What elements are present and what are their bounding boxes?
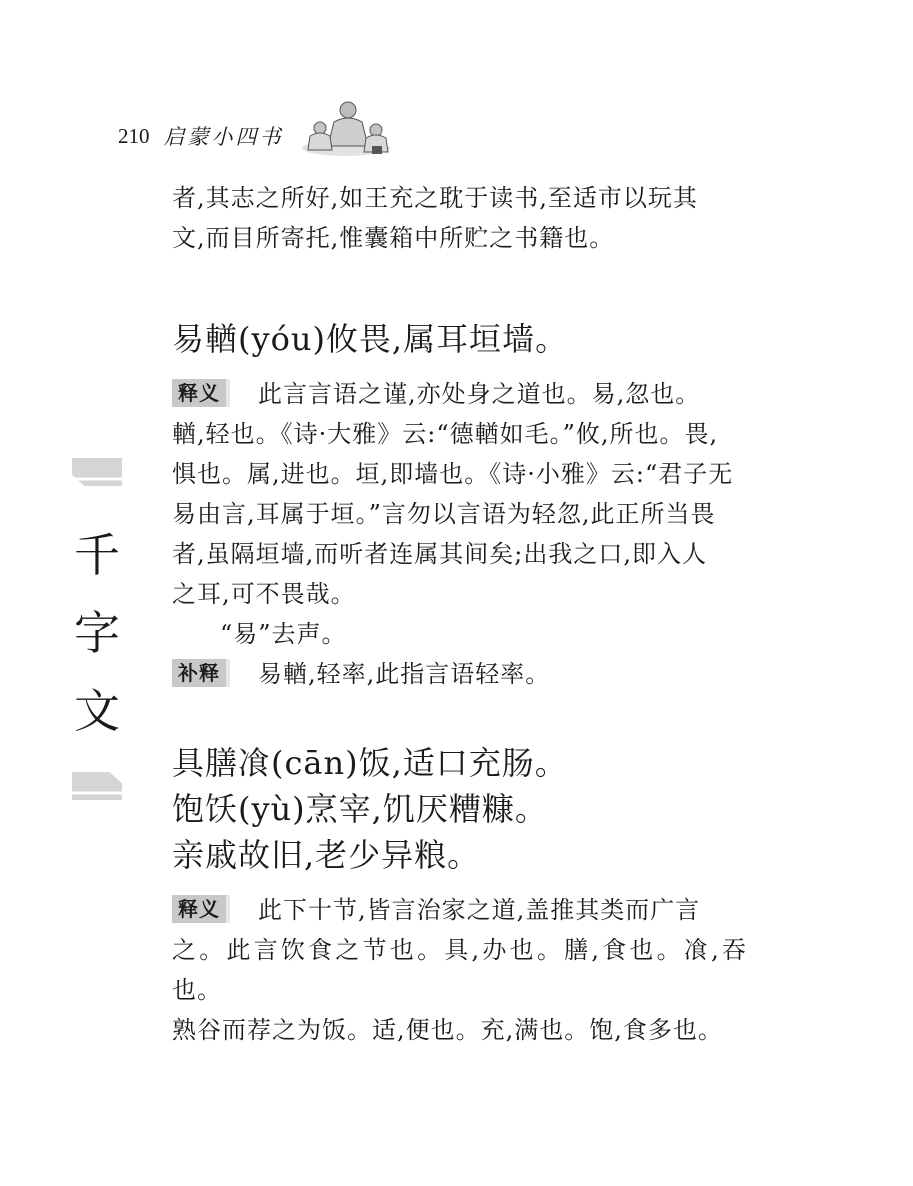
explanation-line: 易由言,耳属于垣。”言勿以言语为轻忽,此正所当畏 [172, 500, 716, 528]
side-tab-char: 字 [74, 606, 120, 660]
side-tab-char: 千 [74, 528, 120, 582]
explanation-line: 之。此言饮食之节也。具,办也。膳,食也。飡,吞也。 [172, 936, 747, 1004]
explanation-line: 之耳,可不畏哉。 [172, 580, 356, 608]
verse-line: 饱饫(yù)烹宰,饥厌糟糠。 [172, 790, 548, 828]
main-text [172, 178, 747, 1050]
verse-line: 易輶(yóu)攸畏,属耳垣墙。 [172, 320, 569, 358]
explanation-line: 熟谷而荐之为饭。适,便也。充,满也。饱,食多也。 [172, 1016, 723, 1044]
verse-line: 具膳飡(cān)饭,适口充肠。 [172, 744, 568, 782]
page-header [118, 118, 284, 154]
page-number: 210 [118, 123, 150, 148]
bushi-label: 补释 [172, 659, 230, 687]
side-tab-char: 文 [74, 684, 120, 738]
book-title: 启蒙小四书 [163, 125, 284, 149]
verse-line: 亲戚故旧,老少异粮。 [172, 836, 481, 874]
intro-line: 文,而目所寄托,惟囊箱中所贮之书籍也。 [172, 224, 615, 252]
explanation-line: 惧也。属,进也。垣,即墙也。《诗·小雅》云:“君子无 [172, 460, 734, 488]
pronunciation-note: “易”去声。 [220, 620, 347, 648]
explanation-line: 者,虽隔垣墙,而听者连属其间矣;出我之口,即入人 [172, 540, 707, 568]
header-illustration-icon [298, 96, 394, 160]
explanation-line: 輶,轻也。《诗·大雅》云:“德輶如毛。”攸,所也。畏, [172, 420, 719, 448]
supplement-line: 补释 易輶,轻率,此指言语轻率。 [172, 654, 747, 694]
intro-line: 者,其志之所好,如王充之耽于读书,至适市以玩其 [172, 184, 698, 212]
explanation-line: 释义 此言言语之谨,亦处身之道也。易,忽也。 [172, 374, 747, 414]
explanation-line: 释义 此下十节,皆言治家之道,盖推其类而广言 [172, 890, 747, 930]
shiyi-label: 释义 [172, 895, 230, 923]
side-tab-top-bar [72, 458, 122, 486]
side-tab-bottom-bar [72, 772, 122, 800]
shiyi-label: 释义 [172, 379, 230, 407]
side-tab [72, 458, 124, 800]
